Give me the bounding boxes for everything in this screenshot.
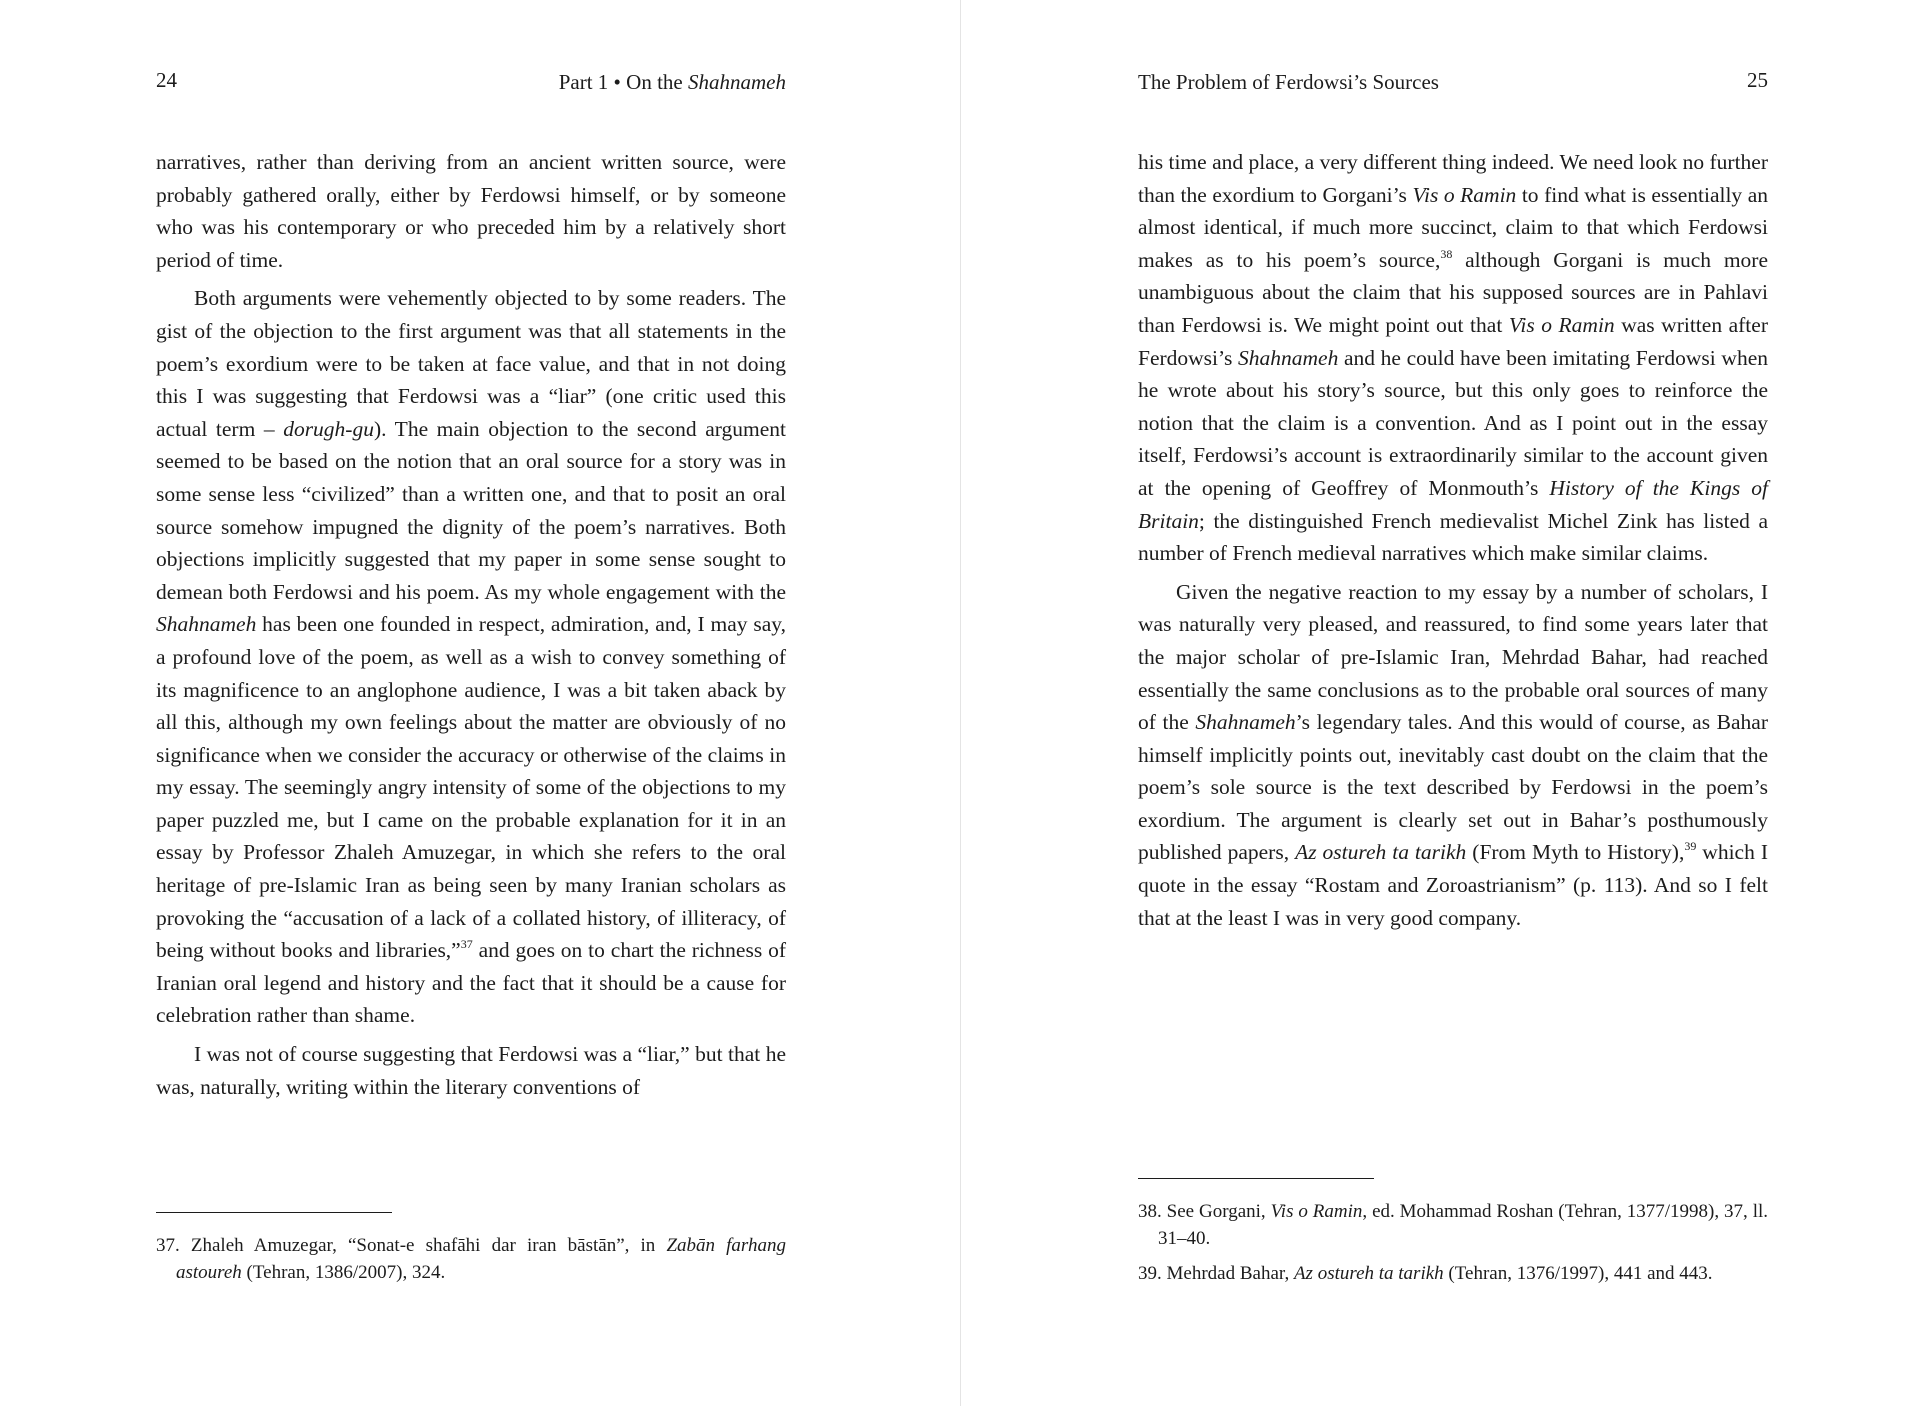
italic-text: Shahnameh bbox=[1238, 345, 1339, 370]
italic-text: Shahnameh bbox=[1195, 710, 1296, 735]
page-number: 25 bbox=[1747, 68, 1768, 92]
text-run: narratives, rather than deriving from an ancient written source, were probably gathered orally, either by Ferdowsi himself, or by someone who was his contemporary or who preceded him by a relatively short period of time. bbox=[156, 150, 786, 272]
footnote-rule bbox=[156, 1212, 392, 1213]
text-run: 37. Zhaleh Amuzegar, “Sonat-e shafāhi dar iran bāstān”, in bbox=[156, 1235, 667, 1256]
footnote-rule bbox=[1138, 1178, 1374, 1179]
text-run: and he could have been imitating Ferdowsi when he wrote about his story’s source, but this only goes to reinforce the notion that the claim is a convention. And as I point out in the essay itself, Ferdowsi’s account is extraordinarily similar to the account given at the opening of Geoffrey of Monmouth’s bbox=[1138, 345, 1768, 500]
italic-text: Shahnameh bbox=[156, 612, 257, 637]
italic-text: Vis o Ramin bbox=[1508, 312, 1615, 337]
running-head bbox=[156, 68, 786, 98]
page-number: 24 bbox=[156, 68, 177, 92]
text-run: ). The main objection to the second argument seemed to be based on the notion that an oral source for a story was in some sense less “civilized” than a written one, and that to posit an oral source somehow impugned the dignity of the poem’s narratives. Both objections implicitly suggested that my paper in some sense sought to demean both Ferdowsi and his poem. As my whole engagement with the bbox=[156, 416, 787, 604]
text-run: ’s legendary tales. And this would of course, as Bahar himself implicitly points out, inevitably cast doubt on the claim that the poem’s sole source is the text described by Ferdowsi in the poem’s exordium. The argument is clearly set out in Bahar’s posthumously published papers, bbox=[1138, 710, 1768, 865]
paragraph bbox=[156, 1038, 786, 1103]
left-page bbox=[156, 0, 786, 1406]
body-text bbox=[156, 146, 786, 1109]
footnote bbox=[1138, 1260, 1768, 1287]
text-run: 39. Mehrdad Bahar, bbox=[1138, 1263, 1294, 1284]
italic-text: Vis o Ramin bbox=[1412, 182, 1517, 207]
text-run: (From Myth to History), bbox=[1466, 840, 1685, 865]
running-title bbox=[559, 70, 786, 95]
text-run: (Tehran, 1376/1997), 441 and 443. bbox=[1443, 1263, 1713, 1284]
italic-text: Az ostureh ta tarikh bbox=[1295, 840, 1467, 865]
body-text bbox=[1138, 146, 1768, 940]
running-head bbox=[1138, 68, 1768, 98]
running-title-prefix: The Problem of Ferdowsi’s Sources bbox=[1138, 70, 1439, 94]
text-run: , ed. Mohammad Roshan (Tehran, 1377/1998), 37, ll. 31–40. bbox=[1158, 1201, 1769, 1249]
footnote bbox=[156, 1232, 786, 1286]
text-run: ; the distinguished French medievalist Michel Zink has listed a number of French medieval narratives which make similar claims. bbox=[1138, 508, 1768, 566]
text-run: which I quote in the essay “Rostam and Zoroastrianism” (p. 113). And so I felt that at the least I was in very good company. bbox=[1138, 840, 1768, 930]
paragraph bbox=[156, 146, 786, 276]
italic-text: Az ostureh ta tarikh bbox=[1293, 1263, 1444, 1284]
text-run: Given the negative reaction to my essay by a number of scholars, I was naturally very pleased, and reassured, to find some years later that the major scholar of pre-Islamic Iran, Mehrdad Bahar, had reached essentially the same conclusions as to the probable oral sources of many of the bbox=[1138, 579, 1768, 735]
paragraph bbox=[1138, 146, 1768, 570]
text-run: Both arguments were vehemently objected to by some readers. The gist of the objection to the first argument was that all statements in the poem’s exordium were to be taken at face value, and that in not doing this I was suggesting that Ferdowsi was a “liar” (one critic used this actual term – bbox=[156, 286, 786, 441]
text-run: although Gorgani is much more unambiguous about the claim that his supposed sources are in Pahlavi than Ferdowsi is. We might point out that bbox=[1138, 247, 1768, 337]
footnote bbox=[1138, 1198, 1768, 1252]
page-gutter bbox=[960, 0, 961, 1406]
footnotes bbox=[156, 1232, 786, 1294]
text-run: his time and place, a very different thing indeed. We need look no further than the exordium to Gorgani’s bbox=[1138, 150, 1768, 207]
italic-text: History of the Kings of Britain bbox=[1138, 475, 1768, 533]
text-run: (Tehran, 1386/2007), 324. bbox=[241, 1262, 446, 1283]
paragraph bbox=[156, 282, 786, 1032]
running-title bbox=[1138, 70, 1439, 95]
footnote-reference: 38 bbox=[1440, 246, 1453, 261]
text-run: was written after Ferdowsi’s bbox=[1138, 312, 1768, 370]
footnotes bbox=[1138, 1198, 1768, 1295]
italic-text: Vis o Ramin bbox=[1270, 1201, 1363, 1222]
running-title-italic: Shahnameh bbox=[688, 70, 786, 94]
text-run: to find what is essentially an almost identical, if much more succinct, claim to that which Ferdowsi makes as to his poem’s source, bbox=[1138, 182, 1769, 272]
text-run: has been one founded in respect, admiration, and, I may say, a profound love of the poem, as well as a wish to convey something of its magnificence to an anglophone audience, I was a bit taken aback by all this, although my own feelings about the matter are obviously of no significance when we consider the accuracy or otherwise of the claims in my essay. The seemingly angry intensity of some of the objections to my paper puzzled me, but I came on the probable explanation for it in an essay by Professor Zhaleh Amuzegar, in which she refers to the oral heritage of pre-Islamic Iran as being seen by many Iranian scholars as provoking the “accusation of a lack of a collated history, of illiteracy, of being without books and libraries,” bbox=[156, 612, 786, 963]
right-page bbox=[1138, 0, 1768, 1406]
running-title-prefix: Part 1 • On the bbox=[558, 70, 688, 94]
footnote-reference: 37 bbox=[460, 937, 473, 952]
footnote-reference: 39 bbox=[1684, 839, 1697, 854]
italic-text: dorugh-gu bbox=[283, 416, 374, 441]
text-run: and goes on to chart the richness of Iranian oral legend and history and the fact that it should be a cause for celebration rather than shame. bbox=[156, 938, 786, 1028]
paragraph bbox=[1138, 576, 1768, 935]
italic-text: Zabān farhang astoureh bbox=[176, 1235, 786, 1283]
text-run: I was not of course suggesting that Ferdowsi was a “liar,” but that he was, naturally, writing within the literary conventions of bbox=[156, 1042, 786, 1099]
text-run: 38. See Gorgani, bbox=[1138, 1201, 1271, 1222]
